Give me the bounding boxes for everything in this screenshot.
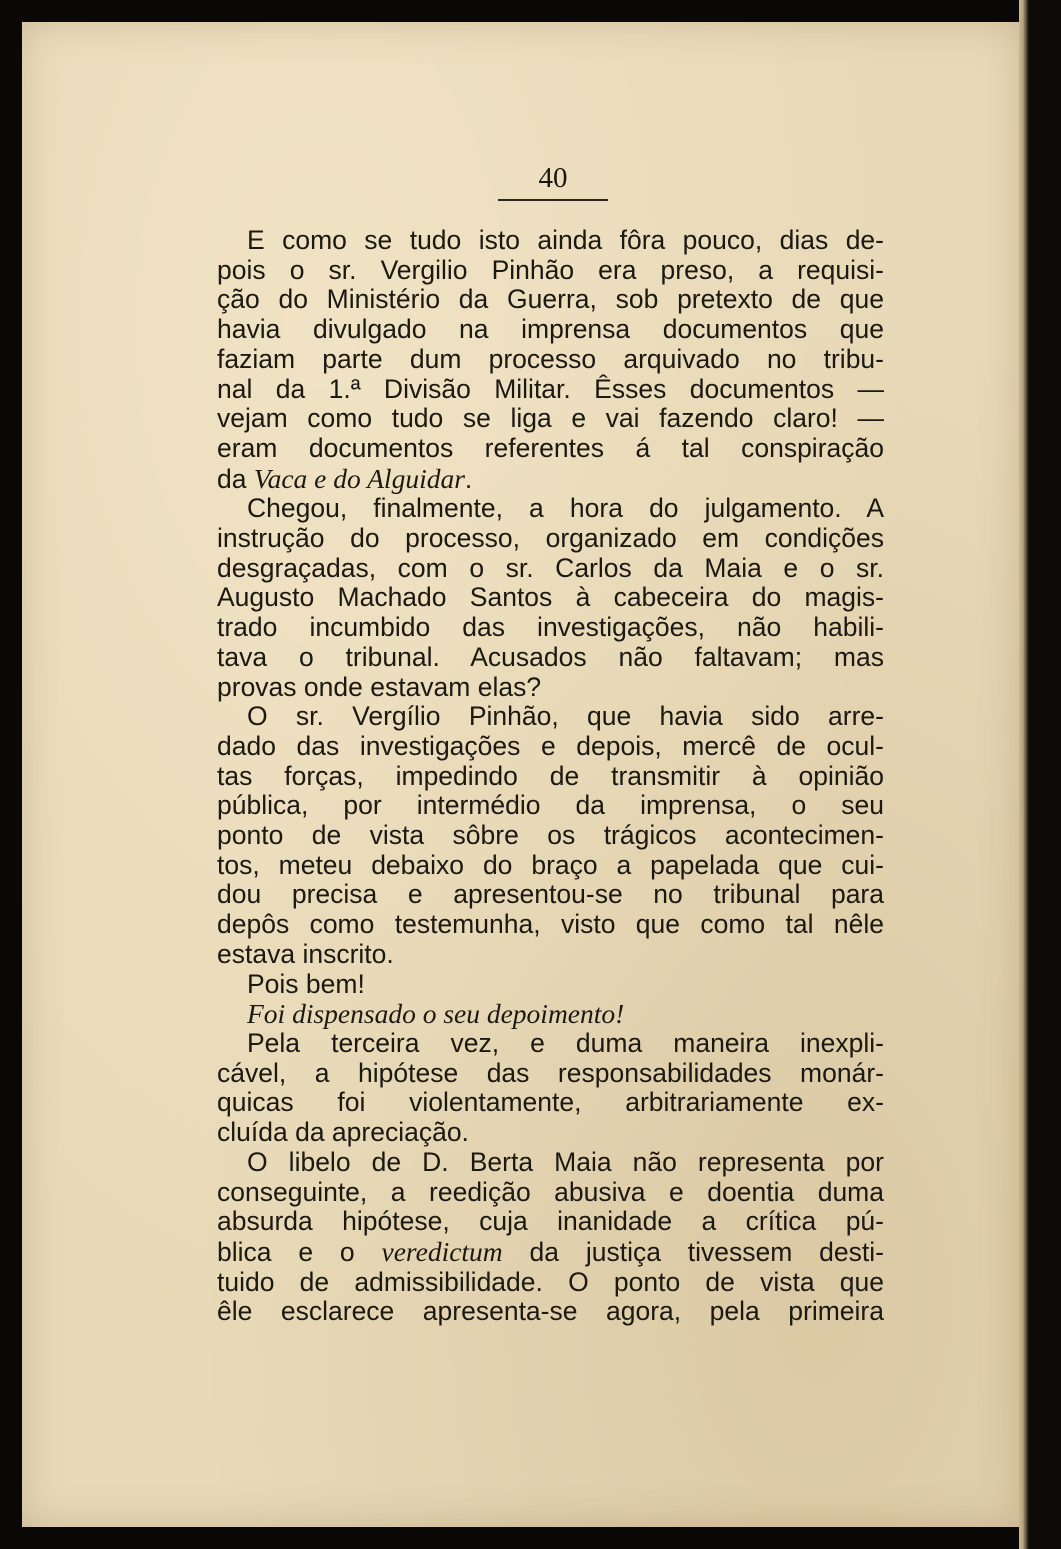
text-line: depôs como testemunha, visto que como tal nêle [217, 909, 884, 940]
paragraph-5 [217, 999, 884, 1029]
text-line: estava inscrito. [217, 938, 394, 969]
text-line: tas forças, impedindo de transmitir à opinião [217, 760, 884, 791]
text-line: Augusto Machado Santos à cabeceira do magis- [217, 582, 884, 613]
text-line: conseguinte, a reedição abusiva e doentia duma [217, 1176, 884, 1207]
text-line: desgraçadas, com o sr. Carlos da Maia e o sr. [217, 552, 884, 583]
page-number-underline [498, 199, 608, 201]
text-line: provas onde estavam elas? [217, 671, 542, 702]
page-number: 40 [538, 162, 568, 194]
paragraph-4 [217, 970, 884, 1000]
paragraph-3 [217, 702, 884, 969]
text-line: êle esclarece apresenta-se agora, pela primeira [217, 1296, 884, 1327]
paragraph-6 [217, 1029, 884, 1148]
text-line: tuido de admissibilidade. O ponto de vista que [217, 1266, 884, 1297]
text-line: tava o tribunal. Acusados não faltavam; mas [217, 641, 884, 672]
text-line: O libelo de D. Berta Maia não representa por [247, 1146, 884, 1177]
italic-term: veredictum [381, 1235, 503, 1267]
page-binding-edge [1019, 0, 1061, 1549]
text-line: vejam como tudo se liga e vai fazendo claro! — [217, 403, 884, 434]
text-line: havia divulgado na imprensa documentos que [217, 314, 884, 345]
text-line: cável, a hipótese das responsabilidades monár- [217, 1057, 884, 1088]
text-line: tos, meteu debaixo do braço a papelada que cui- [217, 849, 884, 880]
text-line: ponto de vista sôbre os trágicos acontecimen- [217, 820, 884, 851]
text-line: cluída da apreciação. [217, 1117, 469, 1148]
text-line: faziam parte dum processo arquivado no tribu- [217, 343, 884, 374]
text-fragment: da [217, 463, 254, 494]
text-line: instrução do processo, organizado em condições [217, 523, 884, 554]
text-line: ção do Ministério da Guerra, sob pretexto de que [217, 284, 884, 315]
text-line: Pois bem! [247, 968, 365, 999]
italic-title: Vaca e do Alguidar [253, 462, 465, 494]
text-fragment: . [464, 463, 473, 494]
text-fragment: blica e o [217, 1236, 382, 1267]
text-line: pública, por intermédio da imprensa, o seu [217, 790, 884, 821]
text-line: absurda hipótese, cuja inanidade a crítica pú- [217, 1206, 884, 1237]
text-line: Chegou, finalmente, a hora do julgamento. A [247, 493, 884, 524]
body-text [217, 226, 884, 1327]
text-fragment: da justiça tivessem desti- [502, 1236, 884, 1267]
text-line: O sr. Vergílio Pinhão, que havia sido arre- [247, 701, 884, 732]
paragraph-1 [217, 226, 884, 494]
italic-line: Foi dispensado o seu depoimento! [247, 998, 625, 1030]
paragraph-7 [217, 1148, 884, 1327]
text-line: nal da 1.ª Divisão Militar. Êsses documentos — [217, 373, 884, 404]
text-line [217, 464, 884, 495]
text-line [217, 1237, 884, 1268]
paragraph-2 [217, 494, 884, 702]
text-line: dou precisa e apresentou-se no tribunal para [217, 879, 884, 910]
text-line: eram documentos referentes á tal conspiração [217, 432, 884, 463]
text-line: Pela terceira vez, e duma maneira inexpli- [247, 1027, 884, 1058]
text-line: E como se tudo isto ainda fôra pouco, dias de- [247, 225, 884, 255]
text-line: trado incumbido das investigações, não habili- [217, 612, 884, 643]
text-line: dado das investigações e depois, mercê de ocul- [217, 730, 884, 761]
text-line: pois o sr. Vergilio Pinhão era preso, a requisi- [217, 254, 884, 285]
text-line: quicas foi violentamente, arbitrariamente ex- [217, 1087, 884, 1118]
